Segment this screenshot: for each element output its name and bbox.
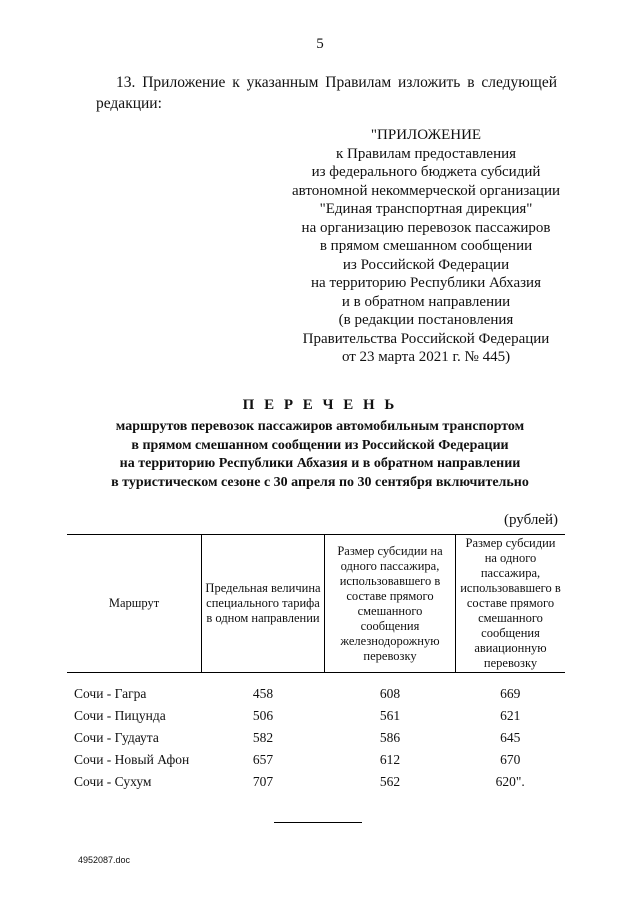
table-row bbox=[67, 727, 565, 749]
list-subtitle-line: на территорию Республики Абхазия и в обратном направлении bbox=[119, 456, 521, 471]
subsidy-rail-cell: 612 bbox=[379, 752, 401, 767]
subsidy-rail-cell: 608 bbox=[379, 686, 401, 701]
header-subsidy-air: Размер субсидии на одного пассажира, использовавшего в составе прямого смешанного сообщения авиационную перевозку bbox=[456, 535, 566, 673]
appendix-line: Правительства Российской Федерации bbox=[302, 330, 550, 347]
tariff-cell: 506 bbox=[252, 708, 274, 723]
appendix-line: к Правилам предоставления bbox=[335, 145, 517, 162]
route-cell: Сочи - Гагра bbox=[74, 686, 147, 701]
list-title: П Е Р Е Ч Е Н Ь bbox=[242, 397, 398, 413]
route-cell: Сочи - Сухум bbox=[74, 774, 152, 789]
subsidy-air-cell: 669 bbox=[500, 686, 521, 701]
table-header-row bbox=[67, 535, 565, 673]
table-row bbox=[67, 749, 565, 771]
subsidy-air-cell: 670 bbox=[500, 752, 521, 767]
table-row bbox=[67, 771, 565, 793]
document-id: 4952087.doc bbox=[78, 855, 131, 865]
appendix-line: из Российской Федерации bbox=[342, 256, 510, 273]
footer-divider bbox=[274, 822, 362, 823]
units-label: (рублей) bbox=[503, 512, 558, 528]
table-row bbox=[67, 705, 565, 727]
appendix-line: автономной некоммерческой организации bbox=[291, 182, 561, 199]
subsidy-air-cell: 621 bbox=[500, 708, 521, 723]
appendix-heading bbox=[276, 126, 576, 367]
appendix-line: в прямом смешанном сообщении bbox=[319, 238, 533, 254]
header-route: Маршрут bbox=[67, 535, 202, 673]
appendix-line: "Единая транспортная дирекция" bbox=[319, 201, 533, 217]
header-tariff: Предельная величина специального тарифа в одном направлении bbox=[202, 535, 325, 673]
intro-number: 13. bbox=[116, 74, 136, 91]
header-subsidy-rail: Размер субсидии на одного пассажира, использовавшего в составе прямого смешанного сообщения железнодорожную перевозку bbox=[325, 535, 456, 673]
page-number: 5 bbox=[316, 36, 324, 52]
tariff-cell: 582 bbox=[252, 730, 274, 745]
route-cell: Сочи - Гудаута bbox=[74, 730, 159, 745]
appendix-line: на организацию перевозок пассажиров bbox=[301, 219, 551, 236]
intro-paragraph bbox=[96, 72, 557, 114]
list-subtitle-line: в прямом смешанном сообщении из Российской Федерации bbox=[131, 437, 509, 453]
routes-table bbox=[67, 534, 565, 793]
tariff-cell: 657 bbox=[252, 752, 274, 767]
list-subtitle bbox=[60, 418, 580, 492]
tariff-cell: 458 bbox=[252, 686, 274, 701]
route-cell: Сочи - Новый Афон bbox=[74, 752, 190, 767]
subsidy-rail-cell: 586 bbox=[379, 730, 401, 745]
appendix-line: (в редакции постановления bbox=[338, 312, 514, 328]
appendix-line: от 23 марта 2021 г. № 445) bbox=[341, 349, 511, 365]
subsidy-air-cell: 645 bbox=[500, 730, 521, 745]
appendix-line: и в обратном направлении bbox=[341, 293, 511, 310]
list-subtitle-line: в туристическом сезоне с 30 апреля по 30 сентября включительно bbox=[111, 474, 529, 490]
tariff-cell: 707 bbox=[252, 774, 274, 789]
table-row bbox=[67, 673, 565, 706]
appendix-line: "ПРИЛОЖЕНИЕ bbox=[370, 127, 482, 143]
appendix-line: на территорию Республики Абхазия bbox=[311, 275, 541, 291]
list-subtitle-line: маршрутов перевозок пассажиров автомобильным транспортом bbox=[115, 419, 525, 434]
subsidy-rail-cell: 562 bbox=[379, 774, 401, 789]
route-cell: Сочи - Пицунда bbox=[74, 708, 166, 723]
intro-text: Приложение к указанным Правилам изложить в следующей редакции: bbox=[96, 74, 557, 112]
subsidy-rail-cell: 561 bbox=[379, 708, 401, 723]
appendix-line: из федерального бюджета субсидий bbox=[311, 164, 541, 180]
subsidy-air-cell: 620". bbox=[495, 774, 525, 789]
